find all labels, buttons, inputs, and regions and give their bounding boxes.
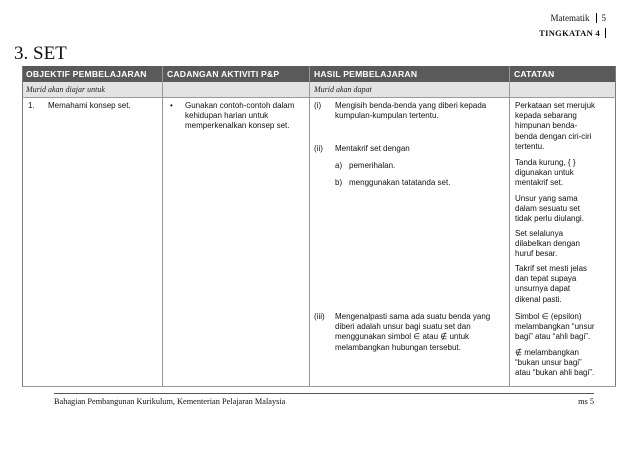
activity-line: memperkenalkan konsep set. [185,121,290,131]
outcome-line: menggunakan simbol ∈ atau ∉ untuk [335,332,470,342]
note-line: dalam sesuatu set [515,204,580,214]
note-line: kepada sebarang [515,111,577,121]
note-line: “bukan unsur bagi” [515,358,582,368]
note-block [515,194,584,225]
running-header [539,13,606,38]
note-line: dilabelkan dengan [515,239,580,249]
outcome-subnumber: a) [335,161,343,170]
page-title: 3. SET [14,43,67,64]
note-line: tertentu. [515,141,545,151]
outcome-line: melambangkan hubungan tersebut. [335,342,461,352]
note-line: Takrif set mesti jelas [515,264,588,273]
footer-publisher: Bahagian Pembangunan Kurikulum, Kementerian Pelajaran Malaysia [54,397,286,406]
footer-page-number: ms 5 [578,397,594,406]
note-line: Tanda kurung, { } [515,158,576,167]
outcome-subnumber: b) [335,178,343,187]
subheader-objective: Murid akan diajar untuk [26,85,105,94]
note-line: huruf besar. [515,249,558,259]
note-line: Set selalunya [515,229,564,238]
outcome-line: diberi adalah unsur bagi suatu set dan [335,322,471,332]
outcome-item [335,101,486,121]
note-line: digunakan untuk [515,168,574,178]
table-border-left [22,66,23,387]
syllabus-table [22,66,616,387]
footer-rule [54,393,594,394]
objective-number: 1. [28,101,35,110]
activity-bullet: • [170,101,173,110]
note-line: mentakrif set. [515,178,564,188]
header-subject-line [539,13,606,23]
note-block [515,348,594,379]
outcome-line: kumpulan-kumpulan tertentu. [335,111,439,121]
column-divider-2 [309,66,310,387]
note-line: atau “bukan ahli bagi”. [515,368,595,378]
activity-line: Gunakan contoh-contoh dalam [185,101,295,110]
header-page-number: 5 [596,13,607,23]
header-objective: OBJEKTIF PEMBELAJARAN [26,69,147,79]
note-line: himpunan benda- [515,121,578,131]
header-notes: CATATAN [514,69,555,79]
outcome-line: Mengisih benda-benda yang diberi kepada [335,101,487,110]
note-line: unsurnya dapat [515,284,571,294]
note-line: benda dengan ciri-ciri [515,131,592,141]
column-divider-3 [509,66,510,387]
outcome-subitem: pemerihalan. [349,161,396,170]
note-block [515,158,576,189]
outcome-line: Mengenalpasti sama ada suatu benda yang [335,312,491,321]
activity-text [185,101,294,132]
note-line: Unsur yang sama [515,194,578,203]
outcome-item [335,144,410,154]
note-line: ∉ melambangkan [515,348,579,357]
outcome-subitem: menggunakan tatatanda set. [349,178,451,187]
subheader-outcome: Murid akan dapat [314,85,372,94]
header-outcome: HASIL PEMBELAJARAN [314,69,418,79]
subheader-activity [163,82,167,97]
header-subject: Matematik [550,13,590,23]
note-line: Perkataan set merujuk [515,101,596,110]
table-border-bottom [22,386,616,387]
table-border-right [615,66,616,387]
note-line: dan tepat supaya [515,274,577,284]
table-subheader-row [22,82,616,97]
note-block [515,312,595,343]
outcome-number: (iii) [314,312,325,321]
column-divider-1 [162,66,163,387]
note-line: tidak perlu diulangi. [515,214,584,224]
subheader-notes [510,82,514,97]
note-block [515,101,595,152]
objective-text: Memahami konsep set. [48,101,131,110]
note-block [515,264,587,305]
note-block [515,229,580,260]
note-line: dikenal pasti. [515,294,562,304]
table-header-row [22,66,616,82]
note-line: bagi” atau “ahli bagi”. [515,332,591,342]
header-level: TINGKATAN 4 [539,28,606,38]
activity-line: kehidupan harian untuk [185,111,269,121]
outcome-number: (i) [314,101,322,110]
outcome-number: (ii) [314,144,323,153]
note-line: Simbol ∈ (epsilon) [515,312,582,321]
subheader-rule [22,97,616,98]
outcome-item [335,312,490,353]
note-line: melambangkan “unsur [515,322,595,332]
header-activity: CADANGAN AKTIVITI P&P [167,69,280,79]
outcome-line: Mentakrif set dengan [335,144,410,153]
